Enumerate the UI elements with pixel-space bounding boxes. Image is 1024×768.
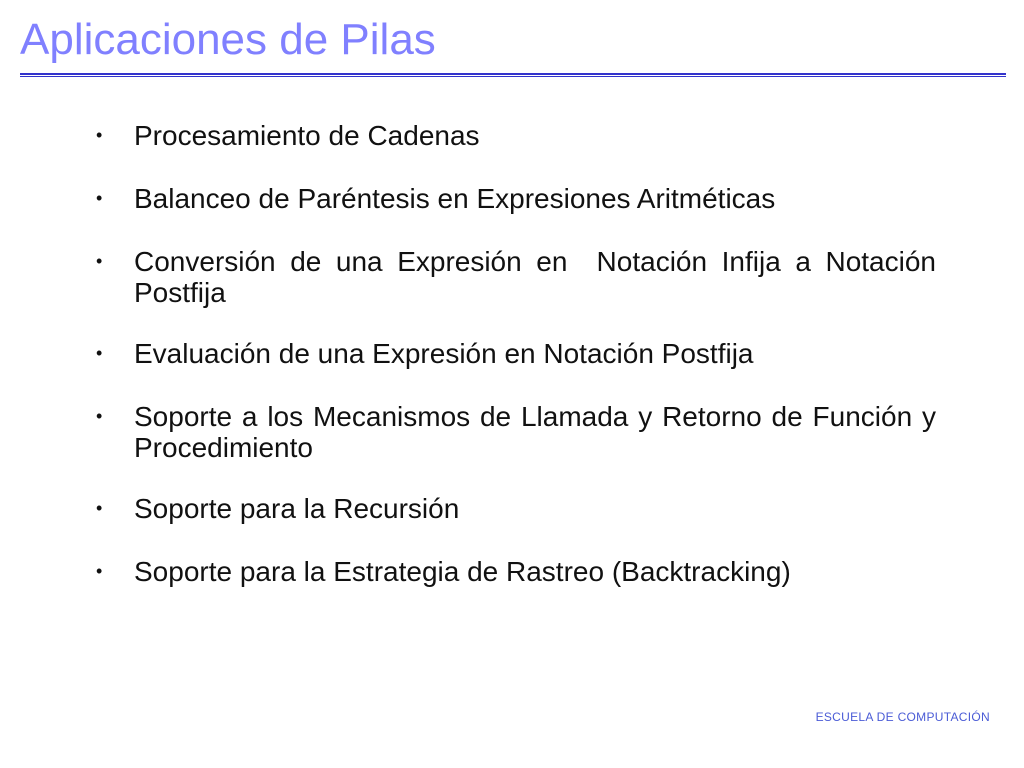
bullet-text: Balanceo de Paréntesis en Expresiones Aritméticas — [134, 183, 776, 214]
bullet-icon: • — [96, 251, 103, 271]
bullet-item — [96, 183, 936, 214]
bullet-item — [96, 493, 936, 524]
bullet-text: Soporte para la Recursión — [134, 493, 460, 524]
bullet-item — [96, 401, 936, 463]
bullet-item — [96, 556, 936, 587]
bullet-icon: • — [96, 498, 103, 518]
bullet-icon: • — [96, 343, 103, 363]
bullet-item — [96, 338, 936, 369]
bullet-text: Conversión de una Expresión en Notación Infija a Notación Postfija — [134, 246, 944, 308]
slide-title: Aplicaciones de Pilas — [20, 15, 436, 64]
footer-label: ESCUELA DE COMPUTACIÓN — [815, 710, 990, 724]
bullet-icon: • — [96, 406, 103, 426]
bullet-list — [96, 120, 944, 619]
bullet-item — [96, 246, 944, 308]
bullet-icon: • — [96, 188, 103, 208]
bullet-icon: • — [96, 125, 103, 145]
bullet-text: Procesamiento de Cadenas — [134, 120, 480, 151]
bullet-text: Evaluación de una Expresión en Notación Postfija — [134, 338, 754, 369]
bullet-text: Soporte para la Estrategia de Rastreo (Backtracking) — [134, 556, 791, 587]
bullet-icon: • — [96, 561, 103, 581]
title-divider — [20, 73, 1006, 77]
bullet-item — [96, 120, 936, 151]
bullet-text: Soporte a los Mecanismos de Llamada y Retorno de Función y Procedimiento — [134, 401, 936, 463]
